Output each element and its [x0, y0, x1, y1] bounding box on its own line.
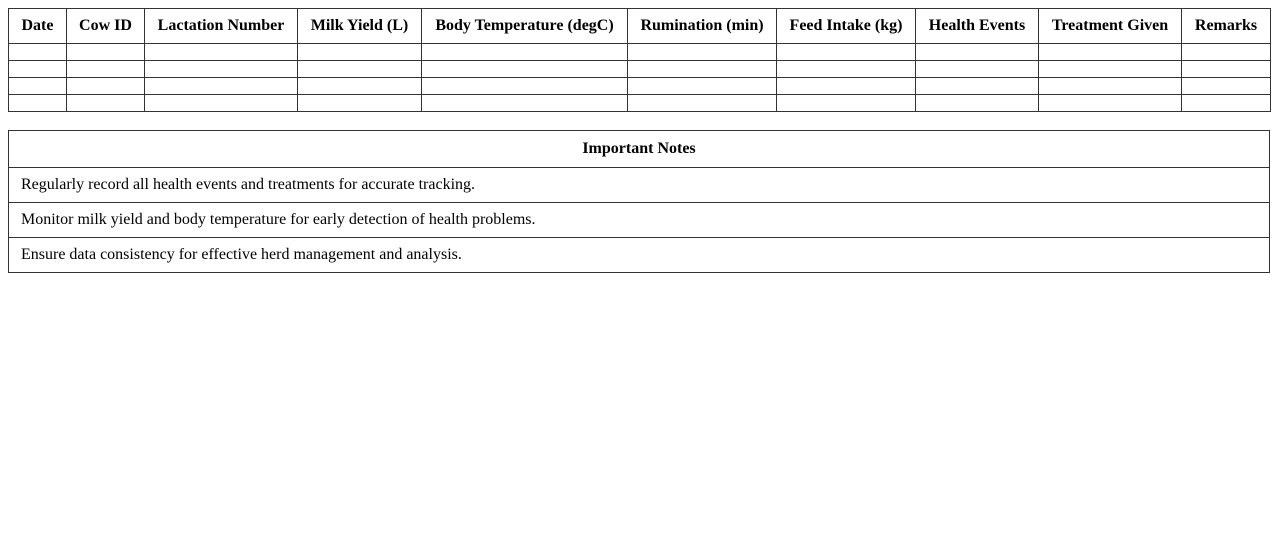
- note-row: [9, 168, 1270, 203]
- table-cell[interactable]: [916, 61, 1039, 78]
- table-row: [9, 78, 1271, 95]
- column-header-body-temperature: Body Temperature (degC): [422, 9, 628, 44]
- table-cell[interactable]: [67, 78, 145, 95]
- table-cell[interactable]: [1182, 44, 1271, 61]
- table-cell[interactable]: [145, 61, 298, 78]
- header-row: [9, 9, 1271, 44]
- table-cell[interactable]: [67, 61, 145, 78]
- health-log-table: [8, 8, 1271, 112]
- note-item: Regularly record all health events and treatments for accurate tracking.: [9, 168, 1270, 203]
- table-cell[interactable]: [145, 44, 298, 61]
- table-cell[interactable]: [1182, 95, 1271, 112]
- table-cell[interactable]: [1039, 95, 1182, 112]
- note-row: [9, 203, 1270, 238]
- table-cell[interactable]: [777, 78, 916, 95]
- column-header-rumination: Rumination (min): [628, 9, 777, 44]
- table-cell[interactable]: [67, 44, 145, 61]
- table-cell[interactable]: [628, 61, 777, 78]
- table-row: [9, 44, 1271, 61]
- column-header-date: Date: [9, 9, 67, 44]
- table-cell[interactable]: [628, 95, 777, 112]
- table-cell[interactable]: [1039, 61, 1182, 78]
- table-cell[interactable]: [628, 44, 777, 61]
- table-cell[interactable]: [298, 78, 422, 95]
- table-cell[interactable]: [1182, 78, 1271, 95]
- table-cell[interactable]: [145, 95, 298, 112]
- notes-header-row: [9, 131, 1270, 168]
- note-item: Ensure data consistency for effective herd management and analysis.: [9, 238, 1270, 273]
- table-cell[interactable]: [777, 44, 916, 61]
- important-notes-table: [8, 130, 1270, 273]
- column-header-lactation-number: Lactation Number: [145, 9, 298, 44]
- table-cell[interactable]: [916, 95, 1039, 112]
- table-cell[interactable]: [422, 95, 628, 112]
- column-header-remarks: Remarks: [1182, 9, 1271, 44]
- table-cell[interactable]: [9, 44, 67, 61]
- table-cell[interactable]: [298, 44, 422, 61]
- table-cell[interactable]: [777, 61, 916, 78]
- table-cell[interactable]: [67, 95, 145, 112]
- table-cell[interactable]: [777, 95, 916, 112]
- column-header-health-events: Health Events: [916, 9, 1039, 44]
- table-cell[interactable]: [298, 61, 422, 78]
- table-cell[interactable]: [422, 44, 628, 61]
- table-row: [9, 95, 1271, 112]
- table-cell[interactable]: [422, 61, 628, 78]
- column-header-cow-id: Cow ID: [67, 9, 145, 44]
- table-cell[interactable]: [9, 61, 67, 78]
- table-cell[interactable]: [9, 78, 67, 95]
- table-cell[interactable]: [916, 78, 1039, 95]
- table-cell[interactable]: [628, 78, 777, 95]
- table-cell[interactable]: [1182, 61, 1271, 78]
- table-cell[interactable]: [9, 95, 67, 112]
- column-header-treatment-given: Treatment Given: [1039, 9, 1182, 44]
- table-cell[interactable]: [1039, 44, 1182, 61]
- table-cell[interactable]: [1039, 78, 1182, 95]
- table-cell[interactable]: [422, 78, 628, 95]
- table-cell[interactable]: [298, 95, 422, 112]
- notes-title: Important Notes: [9, 131, 1270, 168]
- column-header-milk-yield: Milk Yield (L): [298, 9, 422, 44]
- column-header-feed-intake: Feed Intake (kg): [777, 9, 916, 44]
- note-row: [9, 238, 1270, 273]
- table-cell[interactable]: [916, 44, 1039, 61]
- table-cell[interactable]: [145, 78, 298, 95]
- table-row: [9, 61, 1271, 78]
- note-item: Monitor milk yield and body temperature for early detection of health problems.: [9, 203, 1270, 238]
